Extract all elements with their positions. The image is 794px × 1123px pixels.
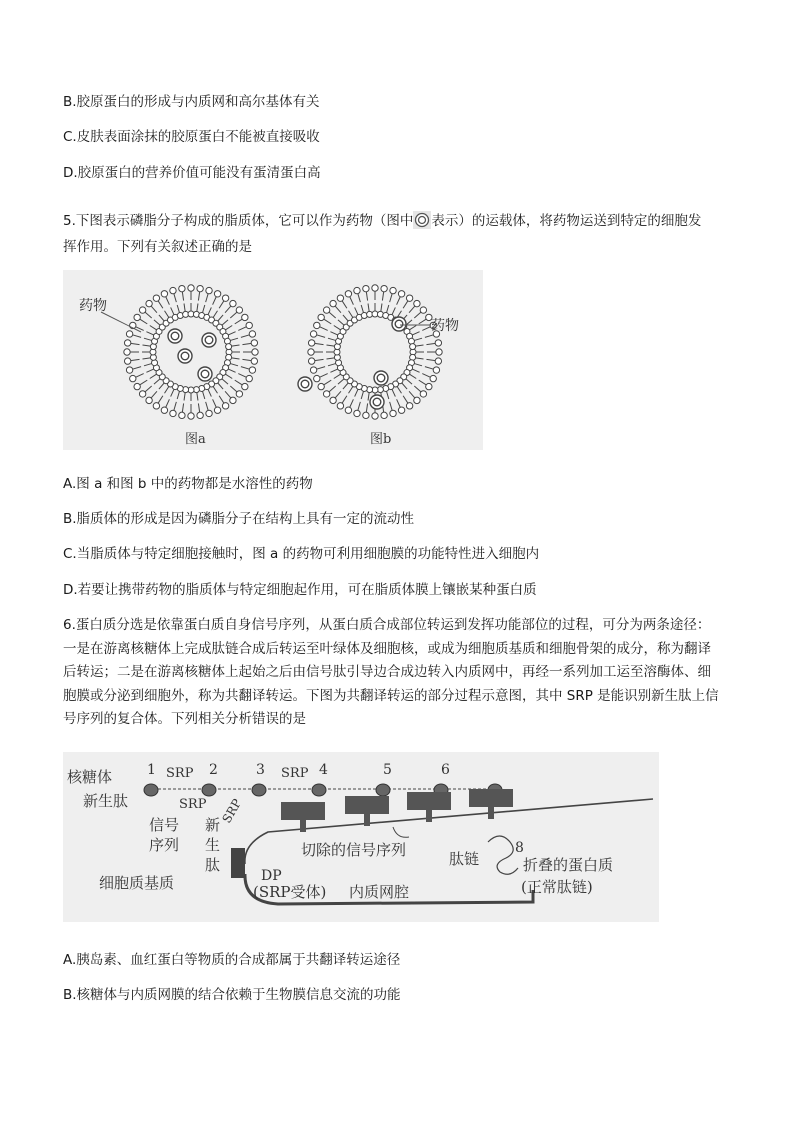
phospholipid-head (188, 285, 194, 291)
phospholipid-head (252, 349, 258, 355)
q6-stem-line: 胞膜或分泌到细胞外，称为共翻译转运。下图为共翻译转运的部分过程示意图，其中 SRP 是能识别新生肽上信 (63, 687, 719, 704)
q6-stem-line: 号序列的复合体。下列相关分析错误的是 (63, 711, 306, 727)
phospholipid-head (398, 407, 404, 413)
drug-molecule (205, 336, 213, 344)
phospholipid-head (406, 295, 412, 301)
phospholipid-head (381, 285, 387, 291)
label-nascent-peptide-2 (205, 816, 220, 874)
cleaved-signal-pointer (393, 827, 409, 837)
step-5: 5 (383, 762, 392, 778)
phospholipid-head (242, 383, 248, 389)
label-ribosome: 核糖体 (67, 768, 113, 786)
step-3: 3 (256, 762, 265, 778)
label-signal-sequence (149, 816, 179, 854)
phospholipid-head (372, 413, 378, 419)
phospholipid-head (214, 291, 220, 297)
phospholipid-head (197, 285, 203, 291)
phospholipid-head (435, 358, 441, 364)
phospholipid-head (430, 375, 436, 381)
phospholipid-head (318, 383, 324, 389)
phospholipid-head (398, 291, 404, 297)
label-folded-protein: 折叠的蛋白质 (523, 856, 614, 874)
phospholipid-head (363, 285, 369, 291)
phospholipid-head (134, 314, 140, 320)
phospholipid-head (206, 410, 212, 416)
phospholipid-head (170, 287, 176, 293)
phospholipid-head (406, 403, 412, 409)
phospholipid-head (372, 285, 378, 291)
drug-molecule (377, 374, 385, 382)
phospholipid-head (197, 412, 203, 418)
phospholipid-head (188, 413, 194, 419)
phospholipid-head (354, 287, 360, 293)
phospholipid-head (345, 407, 351, 413)
srp-label-1: SRP (166, 766, 194, 781)
q4-option-c: C.皮肤表面涂抹的胶原蛋白不能被直接吸收 (63, 129, 320, 145)
phospholipid-head (249, 331, 255, 337)
liposome-diagram (63, 270, 483, 450)
phospholipid-head (226, 344, 232, 350)
srp-label-2: SRP (281, 766, 309, 781)
phospholipid-head (337, 295, 343, 301)
phospholipid-head (242, 314, 248, 320)
q5-option-c: C.当脂质体与特定细胞接触时，图 a 的药物可利用细胞膜的功能特性进入细胞内 (63, 546, 540, 562)
phospholipid-head (426, 383, 432, 389)
phospholipid-head (314, 375, 320, 381)
phospholipid-head (161, 291, 167, 297)
step-2: 2 (209, 762, 218, 778)
phospholipid-head (314, 322, 320, 328)
translocon (407, 792, 451, 810)
drug-molecule (201, 370, 209, 378)
liposome-figure (63, 270, 483, 450)
q5-stem-line2: 挥作用。下列有关叙述正确的是 (63, 239, 252, 255)
phospholipid-head (124, 340, 130, 346)
caption-b: 图b (370, 432, 392, 447)
phospholipid-head (310, 367, 316, 373)
translocon (345, 796, 389, 814)
phospholipid-head (308, 358, 314, 364)
label-srp-receptor: (SRP受体) (253, 883, 327, 901)
phospholipid-head (126, 331, 132, 337)
q6-stem-line: 后转运；二是在游离核糖体上起始之后由信号肽引导边合成边转入内质网中，再经一系列加工运至溶酶体、细 (63, 664, 711, 680)
phospholipid-head (153, 403, 159, 409)
drug-icon (413, 211, 431, 229)
ribosome (312, 784, 326, 796)
phospholipid-head (345, 291, 351, 297)
label-cytosol: 细胞质基质 (99, 874, 175, 892)
srp-label-3: SRP (179, 797, 207, 812)
phospholipid-head (410, 344, 416, 350)
q5-option-d: D.若要让携带药物的脂质体与特定细胞起作用，可在脂质体膜上镶嵌某种蛋白质 (63, 582, 537, 598)
phospholipid-head (308, 349, 314, 355)
step-4: 4 (319, 762, 328, 778)
step-8: 8 (515, 840, 524, 856)
phospholipid-head (124, 358, 130, 364)
phospholipid-head (436, 349, 442, 355)
q6-option-b: B.核糖体与内质网膜的结合依赖于生物膜信息交流的功能 (63, 987, 401, 1003)
phospholipid-head (390, 287, 396, 293)
phospholipid-head (249, 367, 255, 373)
phospholipid-head (433, 367, 439, 373)
phospholipid-head (179, 412, 185, 418)
label-normal-chain: (正常肽链) (521, 878, 593, 896)
phospholipid-head (363, 412, 369, 418)
srp-receptor (231, 848, 245, 878)
q5-option-b: B.脂质体的形成是因为磷脂分子在结构上具有一定的流动性 (63, 511, 415, 527)
step-1: 1 (147, 762, 156, 778)
phospholipid-head (206, 287, 212, 293)
step-6: 6 (441, 762, 450, 778)
drug-molecule (373, 398, 381, 406)
srp-label-4: SRP (219, 796, 245, 826)
drug-label-b: 药物 (431, 318, 459, 334)
phospholipid-head (134, 383, 140, 389)
translocon (281, 802, 325, 820)
ribosome (252, 784, 266, 796)
phospholipid-head (310, 331, 316, 337)
label-er-lumen: 内质网腔 (349, 883, 410, 901)
cotranslation-diagram (63, 752, 659, 922)
phospholipid-head (246, 322, 252, 328)
translocon (469, 789, 513, 807)
drug-molecule (181, 352, 189, 360)
drug-molecule (301, 380, 309, 388)
label-peptide-chain: 肽链 (449, 850, 480, 868)
phospholipid-head (251, 358, 257, 364)
caption-a: 图a (185, 432, 206, 447)
q4-option-b: B.胶原蛋白的形成与内质网和高尔基体有关 (63, 94, 320, 110)
cotranslation-figure (63, 752, 659, 922)
phospholipid-head (170, 410, 176, 416)
folded-protein-shape (488, 836, 518, 874)
label-nascent-peptide: 新生肽 (83, 792, 129, 810)
drug-label-a: 药物 (79, 298, 107, 314)
phospholipid-head (179, 285, 185, 291)
phospholipid-head (246, 375, 252, 381)
phospholipid-head (318, 314, 324, 320)
phospholipid-head (337, 403, 343, 409)
phospholipid-head (130, 375, 136, 381)
q6-option-a: A.胰岛素、血红蛋白等物质的合成都属于共翻译转运途径 (63, 952, 401, 968)
q4-option-d: D.胶原蛋白的营养价值可能没有蛋清蛋白高 (63, 165, 321, 181)
phospholipid-head (435, 340, 441, 346)
phospholipid-head (126, 367, 132, 373)
q6-stem-line: 6.蛋白质分选是依靠蛋白质自身信号序列，从蛋白质合成部位转运到发挥功能部位的过程，可分为两条途径： (63, 617, 711, 633)
svg-text:信号序列: 信号序列 (149, 816, 180, 854)
phospholipid-head (308, 340, 314, 346)
ribosome (144, 784, 158, 796)
q5-stem-post: 表示）的运载体，将药物运送到特定的细胞发 (431, 213, 702, 229)
q6-stem-line: 一是在游离核糖体上完成肽链合成后转运至叶绿体及细胞核，或成为细胞质基质和细胞骨架的成分，称为翻译 (63, 640, 711, 657)
label-dp: DP (261, 868, 282, 884)
q5-option-a: A.图 a 和图 b 中的药物都是水溶性的药物 (63, 476, 313, 492)
phospholipid-head (222, 295, 228, 301)
phospholipid-head (124, 349, 130, 355)
ribosome (376, 784, 390, 796)
phospholipid-head (214, 407, 220, 413)
drug-molecule (171, 332, 179, 340)
phospholipid-head (354, 410, 360, 416)
phospholipid-head (390, 410, 396, 416)
label-cleaved-signal: 切除的信号序列 (301, 841, 407, 859)
phospholipid-head (381, 412, 387, 418)
phospholipid-head (251, 340, 257, 346)
q5-stem-line1 (63, 211, 701, 231)
phospholipid-head (153, 295, 159, 301)
drug-molecule (395, 320, 403, 328)
phospholipid-head (161, 407, 167, 413)
ribosome (202, 784, 216, 796)
phospholipid-head (222, 403, 228, 409)
q5-stem-pre: 5.下图表示磷脂分子构成的脂质体，它可以作为药物（图中 (63, 213, 414, 229)
svg-text:新生肽: 新生肽 (205, 816, 221, 874)
q6-stem (63, 614, 743, 732)
